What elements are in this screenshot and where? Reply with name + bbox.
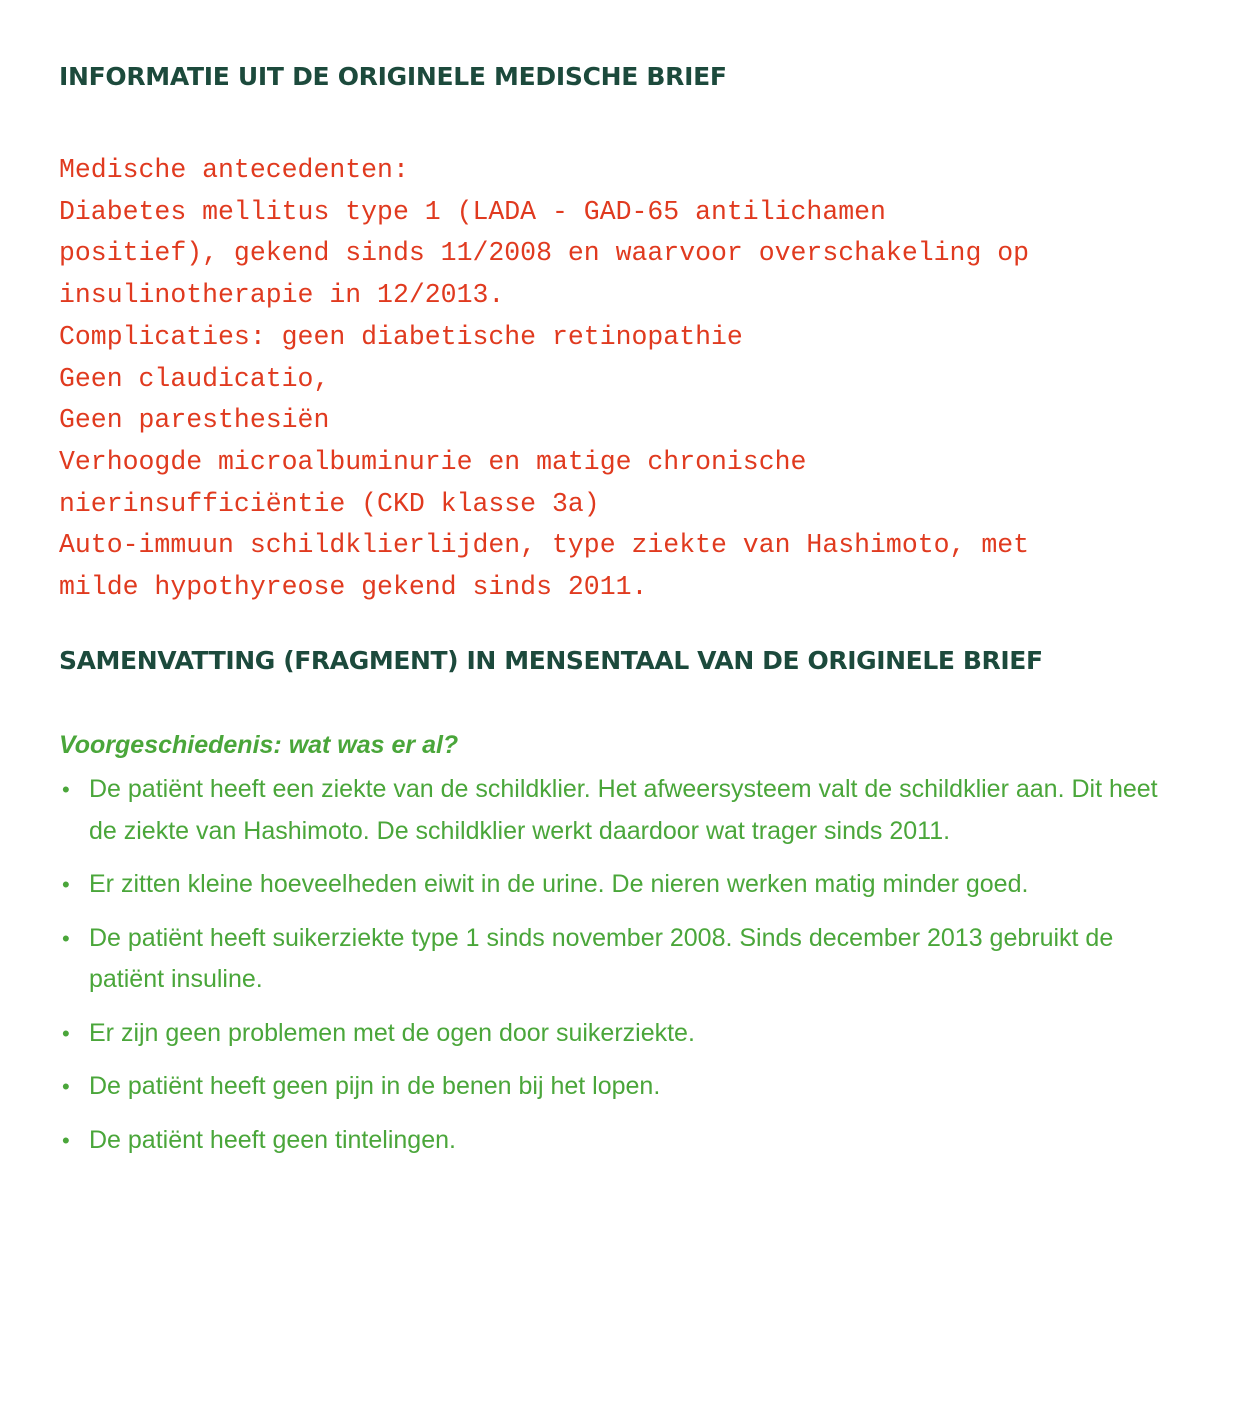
- list-item-text: Er zitten kleine hoeveelheden eiwit in de urine. De nieren werken matig minder goed.: [89, 870, 1029, 898]
- list-item-text: De patiënt heeft geen tintelingen.: [89, 1125, 456, 1154]
- bullet-icon: •: [62, 872, 70, 897]
- list-item: [59, 1013, 1169, 1055]
- original-line: Geen claudicatio,: [59, 363, 330, 394]
- original-line: milde hypothyreose gekend sinds 2011.: [59, 572, 648, 603]
- bullet-icon: •: [62, 1020, 70, 1046]
- original-line: positief), gekend sinds 11/2008 en waarvoor overschakeling op: [59, 238, 1030, 269]
- original-letter-text: [59, 150, 1029, 609]
- list-item-text: De patiënt heeft geen pijn in de benen bij het lopen.: [89, 1072, 661, 1100]
- original-line: Diabetes mellitus type 1 (LADA - GAD-65 antilichamen: [59, 196, 886, 227]
- list-item-text: De patiënt heeft een ziekte van de schildklier. Het afweersysteem valt de schildklier aan. Dit heet de ziekte van Hashimoto. De schildklier werkt daardoor wat trager sinds 2011.: [89, 775, 1158, 845]
- list-item-text: De patiënt heeft suikerziekte type 1 sinds november 2008. Sinds december 2013 gebruikt de patiënt insuline.: [89, 923, 1114, 993]
- summary-subheading: Voorgeschiedenis: wat was er al?: [59, 731, 459, 759]
- original-line: Medische antecedenten:: [59, 155, 409, 185]
- bullet-icon: •: [62, 777, 70, 802]
- original-line: Geen paresthesiën: [59, 405, 330, 436]
- list-item: [59, 864, 1169, 906]
- list-item: [59, 918, 1169, 1001]
- bullet-icon: •: [62, 925, 70, 951]
- original-line: nierinsufficiëntie (CKD klasse 3a): [59, 488, 600, 519]
- list-item: [59, 1120, 1169, 1162]
- original-line: insulinotherapie in 12/2013.: [59, 280, 505, 311]
- original-line: Auto-immuun schildklierlijden, type ziekte van Hashimoto, met: [59, 530, 1030, 561]
- summary-list: [59, 769, 1169, 1173]
- list-item: [59, 1066, 1169, 1108]
- original-line: Complicaties: geen diabetische retinopathie: [59, 321, 743, 352]
- section-summary-heading: SAMENVATTING (FRAGMENT) IN MENSENTAAL VAN DE ORIGINELE BRIEF: [59, 646, 1043, 675]
- section-original-heading: INFORMATIE UIT DE ORIGINELE MEDISCHE BRIEF: [59, 62, 727, 91]
- bullet-icon: •: [62, 1074, 70, 1099]
- bullet-icon: •: [62, 1127, 70, 1153]
- original-line: Verhoogde microalbuminurie en matige chronische: [59, 446, 807, 477]
- list-item-text: Er zijn geen problemen met de ogen door suikerziekte.: [89, 1018, 695, 1047]
- list-item: [59, 769, 1169, 852]
